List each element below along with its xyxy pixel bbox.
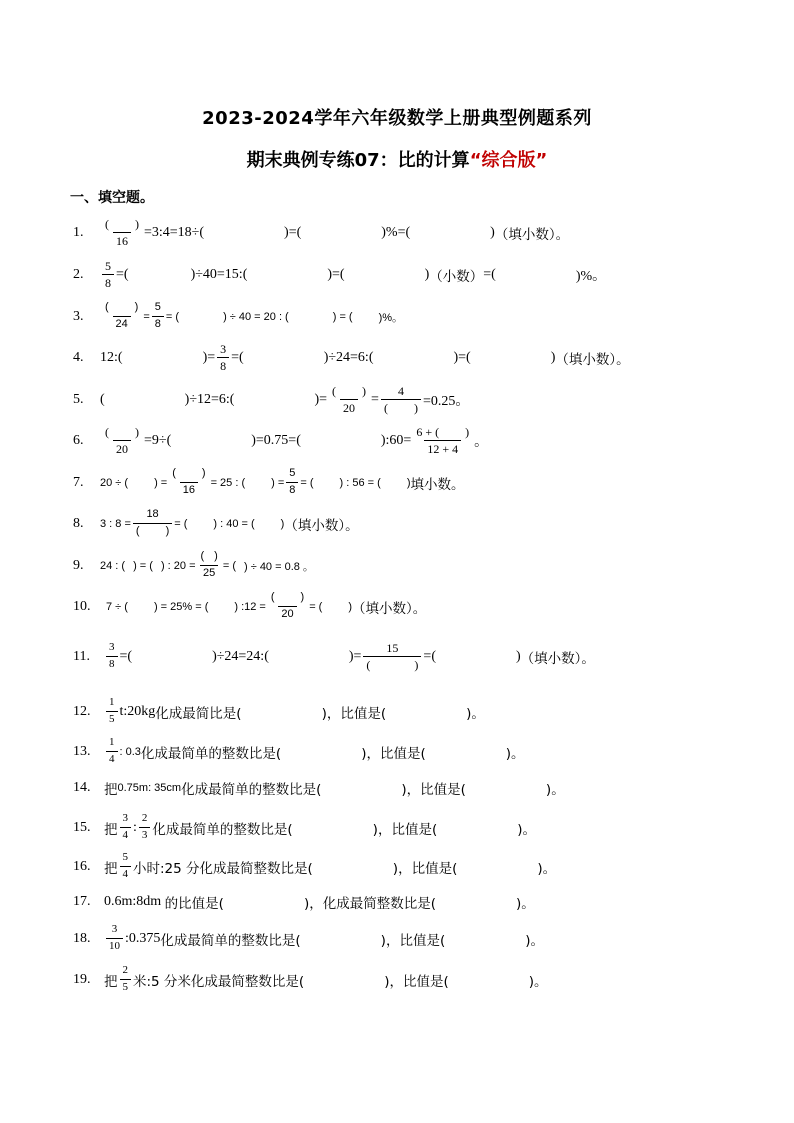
section-heading: 一、填空题。	[70, 190, 154, 206]
answer-blank[interactable]: ( )	[363, 656, 421, 672]
answer-blank[interactable]: ( )	[172, 467, 206, 479]
fraction: $\frac{( )}{16}$	[169, 468, 208, 498]
question-4: 4. 12:( )= $\frac{3}{8}$ =( )÷24=6:( )=( ) （填小数）。	[73, 342, 630, 373]
question-17: 17. 0.6m:8dm 的比值是( )，化成最简整数比是( )。	[73, 894, 535, 912]
question-1: 1. $\frac{( )}{16}$ =3:4=18÷( )=( )%=( ) （填小数）。	[73, 217, 570, 248]
question-16: 16. 把 $\frac{5}{4}$ 小时:25 分化成最简整数比是( )，比值是( )。	[73, 851, 557, 880]
page-subtitle	[0, 146, 794, 172]
fraction: $\frac{( )}{20}$	[329, 385, 369, 415]
fraction: $\frac{3}{8}$	[217, 343, 229, 373]
answer-blank[interactable]: ( )	[105, 425, 139, 439]
fraction: $\frac{( )}{24}$	[102, 302, 141, 332]
fraction: $\frac{6 + ( )}{12 + 4}$	[416, 425, 470, 456]
answer-blank[interactable]: ( )	[270, 591, 305, 603]
question-6: 6. $\frac{( )}{20}$ =9÷( )=0.75=( ):60= $\frac{6 + ( )}{12 + 4}$ 。	[73, 425, 489, 456]
fraction: $\frac{15}{( )}$	[363, 642, 421, 672]
subtitle-accent: “综合版”	[469, 150, 548, 171]
question-12: 12. $\frac{1}{5}$ t:20kg 化成最简比是( )，比值是( )。	[73, 696, 485, 725]
subtitle-main: 期末典例专练07：比的计算	[246, 150, 470, 171]
question-7: 7. 20 ÷ ( ) = $\frac{( )}{16}$ = 25 : ( ) = $\frac{5}{8}$ = ( ) : 56 = ( ) 填小数。	[73, 467, 465, 496]
question-13: 13. $\frac{1}{4}$ : 0.3 化成最简单的整数比是( )，比值是( )。	[73, 736, 525, 765]
question-18: 18. $\frac{3}{10}$ :0.375 化成最简单的整数比是( )，比值是( )。	[73, 923, 544, 952]
question-14: 14. 把 0.75m: 35cm 化成最简单的整数比是( )，比值是( )。	[73, 780, 565, 798]
question-19: 19. 把 $\frac{2}{5}$ 米:5 分米化成最简整数比是( )，比值是( )。	[73, 964, 548, 993]
question-9: 9. 24 : ( ) = ( ) : 20 = $\frac{( )}{25}$ = ( ) ÷ 40 = 0.8 。	[73, 550, 314, 579]
question-15: 15. 把 $\frac{3}{4}$ : $\frac{2}{3}$ 化成最简单的整数比是( )，比值是( )。	[73, 812, 536, 841]
fraction: $\frac{( )}{20}$	[268, 592, 307, 622]
question-10: 10. 7 ÷ ( ) = 25% = ( ) :12 = $\frac{( )}{20}$ = ( ) （填小数）。	[73, 591, 427, 620]
fraction: $\frac{5}{4}$	[120, 852, 132, 882]
fraction: $\frac{( )}{25}$	[198, 551, 221, 581]
page-title: 2023-2024学年六年级数学上册典型例题系列	[202, 108, 592, 129]
fraction: $\frac{5}{8}$	[152, 302, 164, 332]
fraction: $\frac{( )}{16}$	[102, 218, 142, 248]
fraction: $\frac{3}{4}$	[120, 813, 132, 843]
answer-blank[interactable]: ( )	[200, 550, 218, 562]
question-2: 2. $\frac{5}{8}$ =( )÷40=15:( )=( ) （小数） =( )%。	[73, 259, 607, 290]
question-number: 1.	[73, 225, 84, 240]
fraction: $\frac{1}{4}$	[106, 737, 118, 767]
fraction: $\frac{18}{( )}$	[133, 509, 172, 539]
answer-blank[interactable]: ( )	[332, 384, 367, 398]
fraction: $\frac{2}{3}$	[139, 813, 151, 843]
question-5: 5. ( )÷12=6:( )= $\frac{( )}{20}$ = $\frac{4}{( )}$ =0.25。	[73, 384, 470, 415]
fraction: $\frac{( )}{20}$	[102, 426, 142, 456]
fraction: $\frac{4}{( )}$	[381, 385, 421, 415]
answer-blank[interactable]: ( )	[381, 399, 421, 415]
fraction: $\frac{5}{8}$	[286, 468, 298, 498]
question-11: 11. $\frac{3}{8}$ =( )÷24=24:( )= $\frac{15}{( )}$ =( ) （填小数）。	[73, 641, 595, 672]
fraction: $\frac{1}{5}$	[106, 697, 118, 727]
fraction: $\frac{2}{5}$	[120, 965, 132, 995]
fraction: $\frac{3}{8}$	[106, 642, 118, 672]
question-8: 8. 3 : 8 = $\frac{18}{( )}$ = ( ) : 40 = ( ) （填小数）。	[73, 508, 359, 537]
question-3: 3. $\frac{( )}{24}$ = $\frac{5}{8}$ = ( ) ÷ 40 = 20 : ( ) = ( )%。	[73, 301, 404, 330]
fraction: $\frac{5}{8}$	[102, 260, 114, 290]
fraction: $\frac{3}{10}$	[106, 924, 123, 954]
answer-blank[interactable]: ( )	[105, 217, 139, 231]
answer-blank[interactable]: ( )	[105, 301, 139, 313]
answer-blank[interactable]: ( )	[133, 523, 172, 539]
